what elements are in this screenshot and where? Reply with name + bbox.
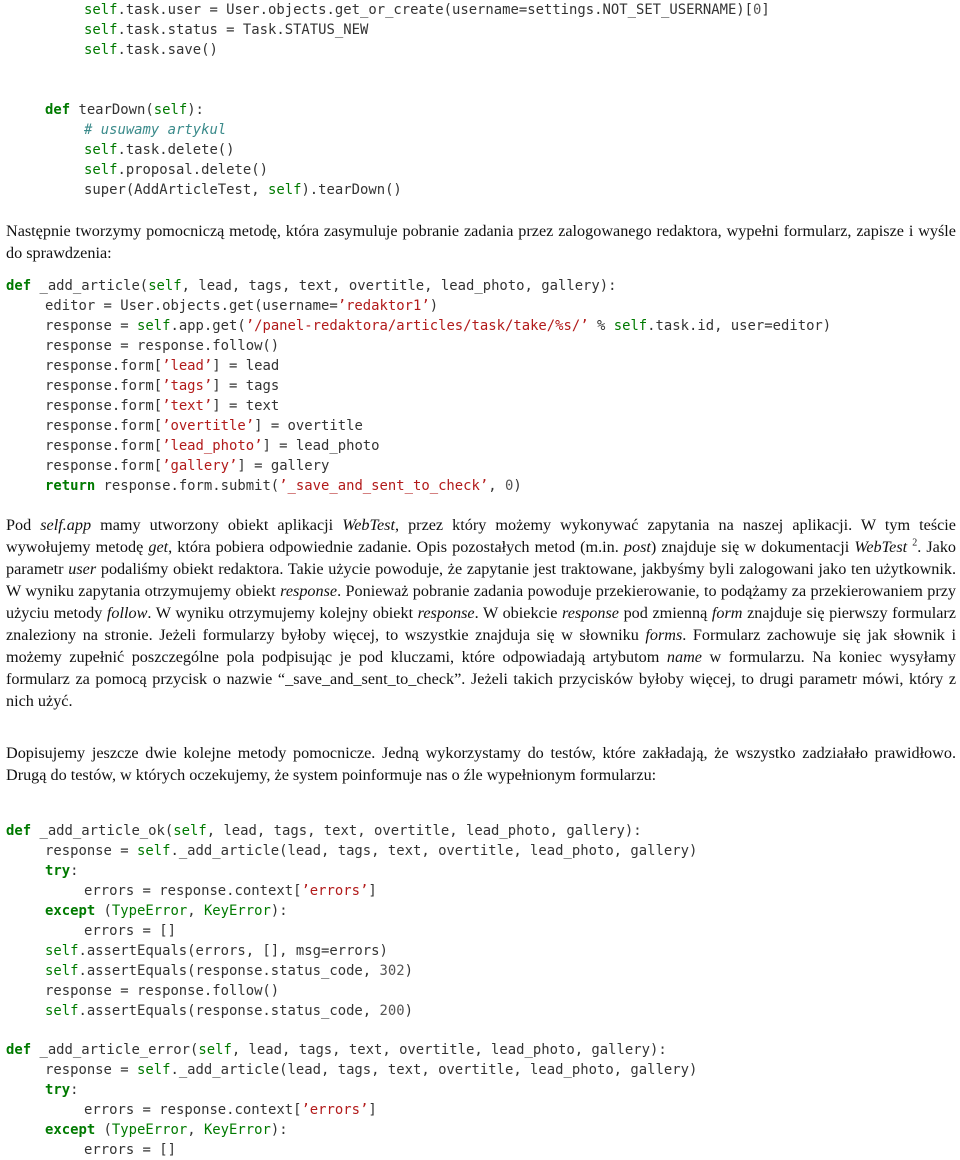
- code-line: self.assertEquals(errors, [], msg=errors): [45, 943, 388, 959]
- code-line: self.task.status = Task.STATUS_NEW: [84, 22, 369, 38]
- code-line: response = response.follow(): [45, 983, 280, 999]
- code-line: response.form[’lead_photo’] = lead_photo: [45, 438, 380, 454]
- text: . W wyniku otrzymujemy kolejny obiekt: [147, 604, 418, 622]
- paragraph-intro: Następnie tworzymy pomocniczą metodę, która zasymuluje pobranie zadania przez zalogowanego redaktora, wypełni formularz, zapisze i wyśle do sprawdzenia:: [6, 222, 956, 262]
- code-line: def _add_article_error(self, lead, tags, text, overtitle, lead_photo, gallery):: [6, 1042, 667, 1058]
- code-line: errors = response.context[’errors’]: [84, 1102, 377, 1118]
- text: , przez który możemy wykonywać zapytania na naszej aplikacji. W tym teście wywołujemy metodę: [6, 516, 956, 556]
- emph: name: [666, 648, 702, 666]
- text: , która pobiera odpowiednie zadanie. Opis pozostałych metod (m.in.: [168, 538, 624, 556]
- code-line: self.assertEquals(response.status_code, 302): [45, 963, 413, 979]
- code-line: editor = User.objects.get(username=’redaktor1’): [45, 298, 439, 314]
- code-line: response.form[’lead’] = lead: [45, 358, 280, 374]
- text: mamy utworzony obiekt aplikacji: [91, 516, 343, 534]
- text: Pod: [6, 516, 41, 534]
- code-line: self.proposal.delete(): [84, 162, 268, 178]
- code-line: response = self.app.get(’/panel-redaktora/articles/task/take/%s/’ % self.task.id, user=editor): [45, 318, 832, 334]
- text: . Formularz zachowuje się jak słownik i możemy zupełnić poszczególne pola podpisując je pod kluczami, które odpowiadają artybutom: [6, 626, 956, 666]
- code-line: errors = []: [84, 923, 176, 939]
- code-line: except (TypeError, KeyError):: [45, 1122, 288, 1138]
- emph: response: [417, 604, 475, 622]
- code-line: def _add_article_ok(self, lead, tags, text, overtitle, lead_photo, gallery):: [6, 823, 642, 839]
- text: w formularzu. Na koniec wysyłamy formularz za pomocą przycisk o nazwie “_save_and_sent_to_check”. Jeżeli takich przycisków byłoby więcej, to drugi parametr mówi, który z nich użyć.: [6, 648, 956, 710]
- paragraph-explanation: [6, 514, 956, 712]
- text: znajduje się pierwszy formularz znaleziony na stronie. Jeżeli formularzy byłoby więcej, to wszystkie znajduja się w słowniku: [6, 604, 956, 644]
- text: ) znajduje się w dokumentacji: [650, 538, 855, 556]
- emph: response: [280, 582, 338, 600]
- text: podaliśmy obiekt redaktora. Takie użycie powoduje, że zapytanie jest traktowane, jakbyśmy byli zalogowani jako ten użytkownik. W wyniku zapytania otrzymujemy obiekt: [6, 560, 956, 600]
- emph: form: [711, 604, 743, 622]
- emph: user: [68, 560, 97, 578]
- emph: WebTest: [342, 516, 395, 534]
- code-line: self.assertEquals(response.status_code, 200): [45, 1003, 413, 1019]
- paragraph-helpers: Dopisujemy jeszcze dwie kolejne metody pomocnicze. Jedną wykorzystamy do testów, które zakładają, że wszystko zadziałało prawidłowo. Drugą do testów, w których oczekujemy, że system poinformuje nas o źle wypełnionym formularzu:: [6, 744, 956, 784]
- code-line: def tearDown(self):: [45, 102, 204, 118]
- code-line: response = self._add_article(lead, tags, text, overtitle, lead_photo, gallery): [45, 843, 698, 859]
- code-line: def _add_article(self, lead, tags, text, overtitle, lead_photo, gallery):: [6, 278, 617, 294]
- code-line: response.form[’tags’] = tags: [45, 378, 280, 394]
- emph: post: [623, 538, 651, 556]
- emph: self.app: [40, 516, 92, 534]
- code-line: errors = []: [84, 1142, 176, 1158]
- code-line: response.form[’overtitle’] = overtitle: [45, 418, 363, 434]
- code-line: self.task.user = User.objects.get_or_create(username=settings.NOT_SET_USERNAME)[0]: [84, 2, 770, 18]
- code-line: try:: [45, 1082, 79, 1098]
- code-line: errors = response.context[’errors’]: [84, 883, 377, 899]
- code-line: response.form[’gallery’] = gallery: [45, 458, 330, 474]
- code-line: self.task.save(): [84, 42, 218, 58]
- code-line: response = response.follow(): [45, 338, 280, 354]
- code-line: response.form[’text’] = text: [45, 398, 280, 414]
- emph: response: [562, 604, 619, 622]
- footnote-mark: 2: [912, 537, 918, 549]
- text: . W obiekcie: [474, 604, 563, 622]
- text: pod zmienną: [618, 604, 712, 622]
- code-line: except (TypeError, KeyError):: [45, 903, 288, 919]
- emph: forms: [645, 626, 683, 644]
- code-line: response = self._add_article(lead, tags, text, overtitle, lead_photo, gallery): [45, 1062, 698, 1078]
- code-line: self.task.delete(): [84, 142, 235, 158]
- code-line: return response.form.submit(’_save_and_sent_to_check’, 0): [45, 478, 522, 494]
- emph: WebTest: [854, 538, 908, 556]
- code-line: super(AddArticleTest, self).tearDown(): [84, 182, 402, 198]
- code-comment: # usuwamy artykul: [84, 122, 227, 138]
- text: . Ponieważ pobranie zadania powoduje przekierowanie, to podążamy za przekierowaniem przy użyciu metody: [6, 582, 956, 622]
- code-line: try:: [45, 863, 79, 879]
- text: . Jako parametr: [6, 538, 957, 578]
- emph: get: [148, 538, 169, 556]
- emph: follow: [106, 604, 148, 622]
